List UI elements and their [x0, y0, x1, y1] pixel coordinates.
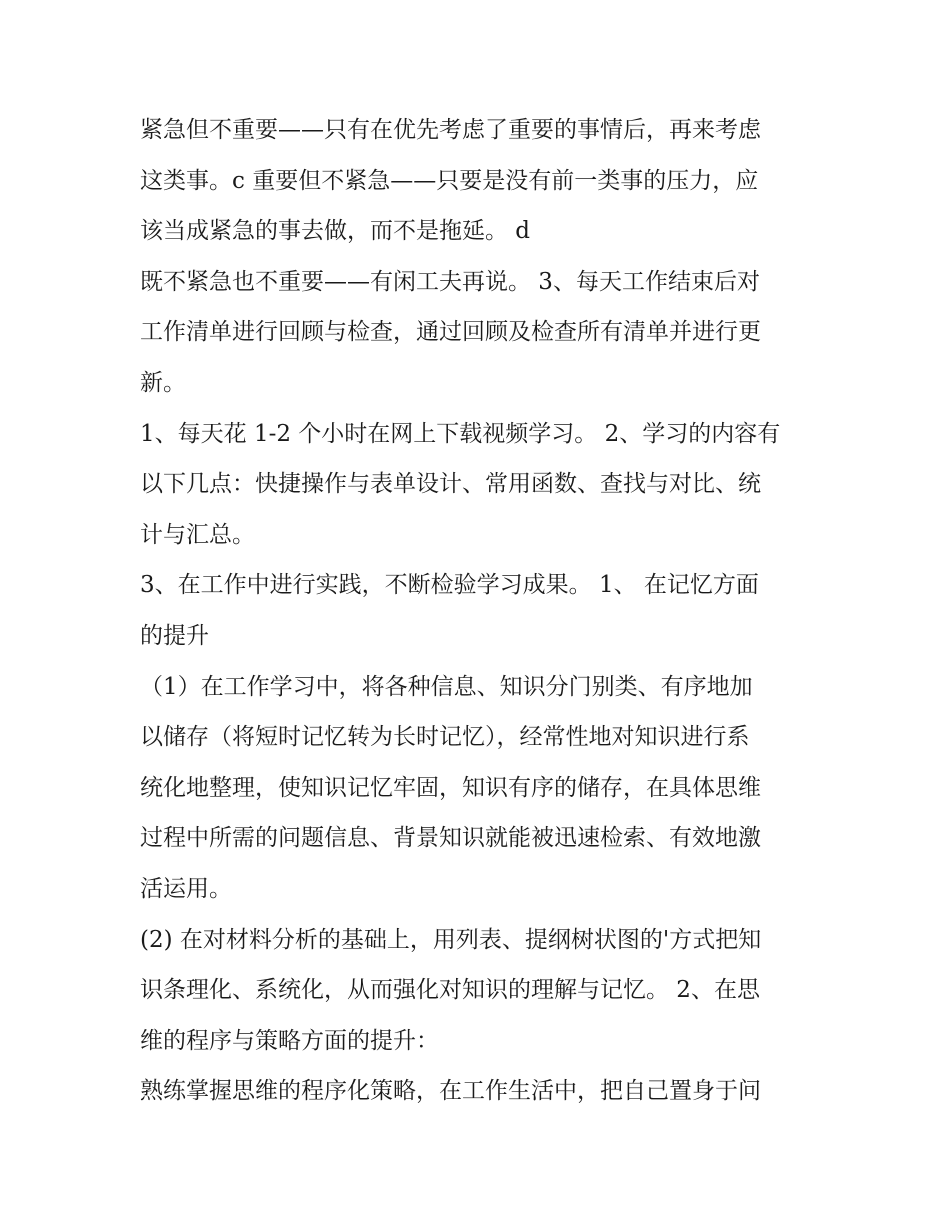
paragraph-daily-review	[140, 257, 820, 409]
paragraph-video-learning	[140, 409, 820, 561]
text-line: 3、在工作中进行实践，不断检验学习成果。 1、 在记忆方面	[140, 572, 759, 599]
text-line: (2) 在对材料分析的基础上，用列表、提纲树状图的'方式把知	[140, 926, 762, 953]
text-line: 过程中所需的问题信息、背景知识就能被迅速检索、有效地激	[140, 825, 761, 852]
paragraph-memory-point-2	[140, 915, 820, 1067]
text-line: 新。	[140, 369, 186, 396]
text-line: 以储存（将短时记忆转为长时记忆），经常性地对知识进行系	[140, 724, 750, 751]
paragraph-thinking-strategy	[140, 1066, 820, 1117]
text-line: 的提升	[140, 622, 209, 649]
paragraph-memory-point-1	[140, 662, 820, 915]
text-line: （1）在工作学习中，将各种信息、知识分门别类、有序地加	[140, 673, 753, 700]
text-line: 维的程序与策略方面的提升：	[140, 1027, 439, 1054]
paragraph-priority-categories	[140, 105, 820, 257]
text-line: 紧急但不重要——只有在优先考虑了重要的事情后，再来考虑	[140, 117, 761, 143]
text-line: 统化地整理，使知识记忆牢固，知识有序的储存，在具体思维	[140, 774, 761, 801]
text-line: 活运用。	[140, 875, 232, 902]
text-line: 识条理化、系统化，从而强化对知识的理解与记忆。 2、在思	[140, 977, 760, 1004]
text-line: 这类事。c 重要但不紧急——只要是没有前一类事的压力，应	[140, 167, 759, 194]
text-line: 既不紧急也不重要——有闲工夫再说。 3、每天工作结束后对	[140, 268, 760, 295]
text-line: 熟练掌握思维的程序化策略，在工作生活中，把自己置身于问	[140, 1078, 761, 1105]
document-body	[140, 105, 820, 1117]
text-line: 1、每天花 1-2 个小时在网上下载视频学习。 2、学习的内容有	[140, 420, 781, 447]
text-line: 计与汇总。	[140, 521, 255, 548]
text-line: 该当成紧急的事去做，而不是拖延。 d	[140, 218, 531, 245]
text-line: 工作清单进行回顾与检查，通过回顾及检查所有清单并进行更	[140, 319, 761, 346]
text-line: 以下几点：快捷操作与表单设计、常用函数、查找与对比、统	[140, 471, 761, 498]
paragraph-practice	[140, 560, 820, 661]
